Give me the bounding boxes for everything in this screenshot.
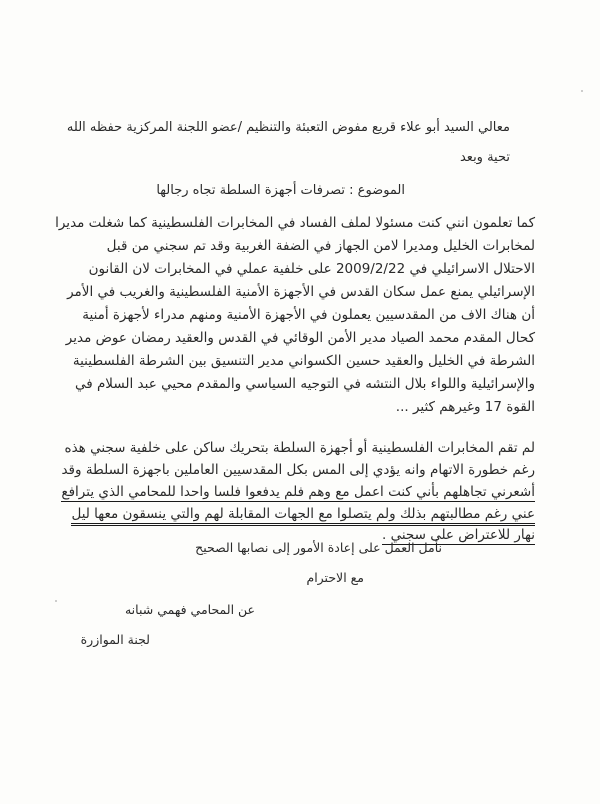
paragraph2-line <box>65 506 535 522</box>
paragraph1-line: كما تعلمون انني كنت مسئولا لملف الفساد في المخابرات الفلسطينية كما شغلت مديرا <box>55 215 535 231</box>
underlined-sentence: نهار للاعتراض على سجني . <box>381 527 535 543</box>
paragraph2-line: رغم خطورة الاتهام وانه يؤدي إلى المس بكل المقدسيين العاملين باجهزة السلطة وقد <box>61 462 535 478</box>
double-underlined-sentence: عني رغم مطالبتهم بذلك ولم يتصلوا مع الجهات المقابلة لهم والتي ينسقون معها ليل <box>71 506 535 526</box>
paragraph1-line: أن هناك الاف من المقدسيين يعملون في الأجهزة الأمنية ومنهم مدراء لأجهزة أمنية <box>82 307 535 323</box>
regards-line: مع الاحترام <box>306 570 364 585</box>
signature-committee: لجنة الموازرة <box>80 632 150 647</box>
paragraph1-line: الإسرائيلي يمنع عمل سكان القدس في الأجهزة الأمنية الفلسطينية والغريب في الأمر <box>67 284 535 300</box>
paragraph1-line: كحال المقدم محمد الصياد مدير الأمن الوقائي في القدس والعقيد رمضان عوض مدير <box>65 330 535 346</box>
paragraph1-line: والإسرائيلية واللواء بلال النتشه في التوجيه السياسي والمقدم محيي عبد السلام في <box>74 376 535 392</box>
scan-speck <box>55 600 57 602</box>
paragraph2-line <box>61 484 535 500</box>
scan-speck <box>581 90 583 92</box>
paragraph2-line: لم تقم المخابرات الفلسطينية أو أجهزة السلطة بتحريك ساكن على خلفية سجني هذه <box>64 440 535 456</box>
subject-line: الموضوع : تصرفات أجهزة السلطة تجاه رجالها <box>156 183 405 198</box>
signature-from: عن المحامي فهمي شبانه <box>124 602 255 617</box>
paragraph1-line: الشرطة في الخليل والعقيد حسين الكسواني مدير التنسيق بين الشرطة الفلسطينية <box>72 353 535 369</box>
closing-line: نأمل العمل على إعادة الأمور إلى نصابها الصحيح <box>195 540 442 555</box>
greeting-line: تحية وبعد <box>459 150 510 165</box>
salutation-line: معالي السيد أبو علاء قريع مفوض التعبئة والتنظيم /عضو اللجنة المركزية حفظه الله <box>66 120 510 135</box>
paragraph1-line: الاحتلال الاسرائيلي في 2009/2/22 على خلفية عملي في المخابرات لان القانون <box>88 261 535 277</box>
underlined-sentence: أشعرني تجاهلهم بأني كنت اعمل مع وهم فلم يدفعوا فلسا واحدا للمحامي الذي يترافع <box>61 484 535 500</box>
paragraph1-line: القوة 17 وغيرهم كثير ... <box>395 399 535 415</box>
paragraph1-line: لمخابرات الخليل ومديرا لامن الجهاز في الضفة الغربية وقد تم سجني من قبل <box>106 238 535 254</box>
